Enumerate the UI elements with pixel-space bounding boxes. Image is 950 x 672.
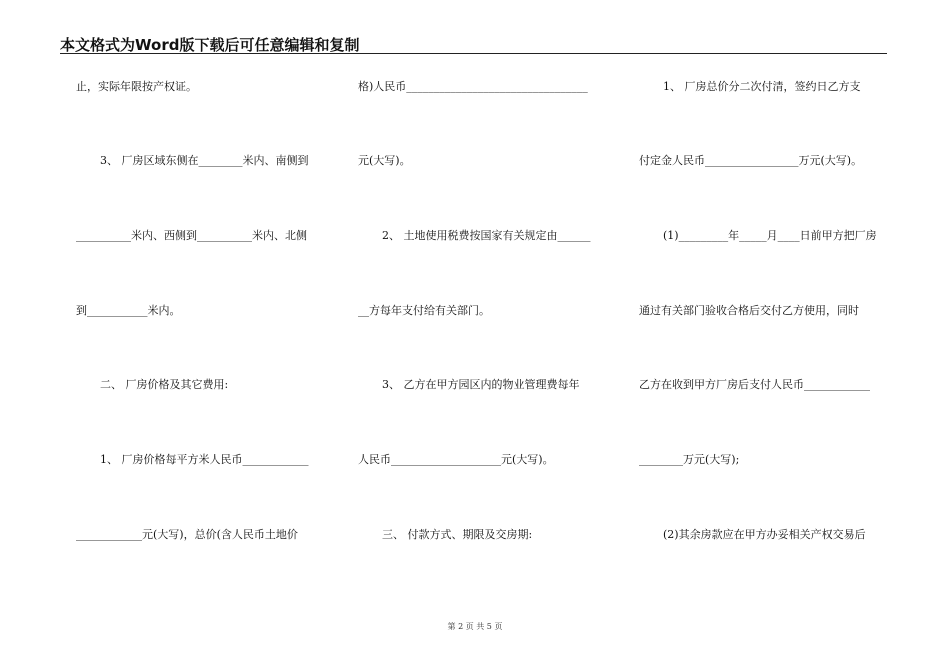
header-divider <box>60 53 887 54</box>
text-line: 3、 乙方在甲方园区内的物业管理费每年 <box>382 378 580 391</box>
text-line: 人民币____________________元(大写)。 <box>358 453 554 466</box>
text-line: __________米内、西侧到__________米内、北侧 <box>76 229 307 242</box>
text-line: (2)其余房款应在甲方办妥相关产权交易后 <box>663 528 866 541</box>
page-number: 第 2 页 共 5 页 <box>447 622 503 631</box>
text-line: 3、 厂房区域东侧在________米内、南侧到 <box>100 154 309 167</box>
text-line: 格)人民币_________________________________ <box>358 80 588 93</box>
text-line: 止，实际年限按产权证。 <box>76 80 197 93</box>
text-line: 二、 厂房价格及其它费用: <box>100 378 229 391</box>
text-line: 1、 厂房价格每平方米人民币____________ <box>100 453 309 466</box>
text-line: ________万元(大写); <box>639 453 740 466</box>
text-line: 三、 付款方式、期限及交房期: <box>382 528 533 541</box>
text-line: 元(大写)。 <box>358 154 411 167</box>
text-line: __方每年支付给有关部门。 <box>358 304 490 317</box>
text-line: 1、 厂房总价分二次付清，签约日乙方支 <box>663 80 861 93</box>
text-line: 乙方在收到甲方厂房后支付人民币____________ <box>639 378 870 391</box>
text-line: ____________元(大写)，总价(含人民币土地价 <box>76 528 298 541</box>
text-line: (1)_________年_____月____日前甲方把厂房 <box>663 229 877 242</box>
text-line: 到___________米内。 <box>76 304 181 317</box>
document-header-title: 本文格式为Word版下载后可任意编辑和复制 <box>60 36 360 54</box>
text-line: 通过有关部门验收合格后交付乙方使用，同时 <box>639 304 859 317</box>
text-line: 2、 土地使用税费按国家有关规定由______ <box>382 229 591 242</box>
text-line: 付定金人民币_________________万元(大写)。 <box>639 154 863 167</box>
